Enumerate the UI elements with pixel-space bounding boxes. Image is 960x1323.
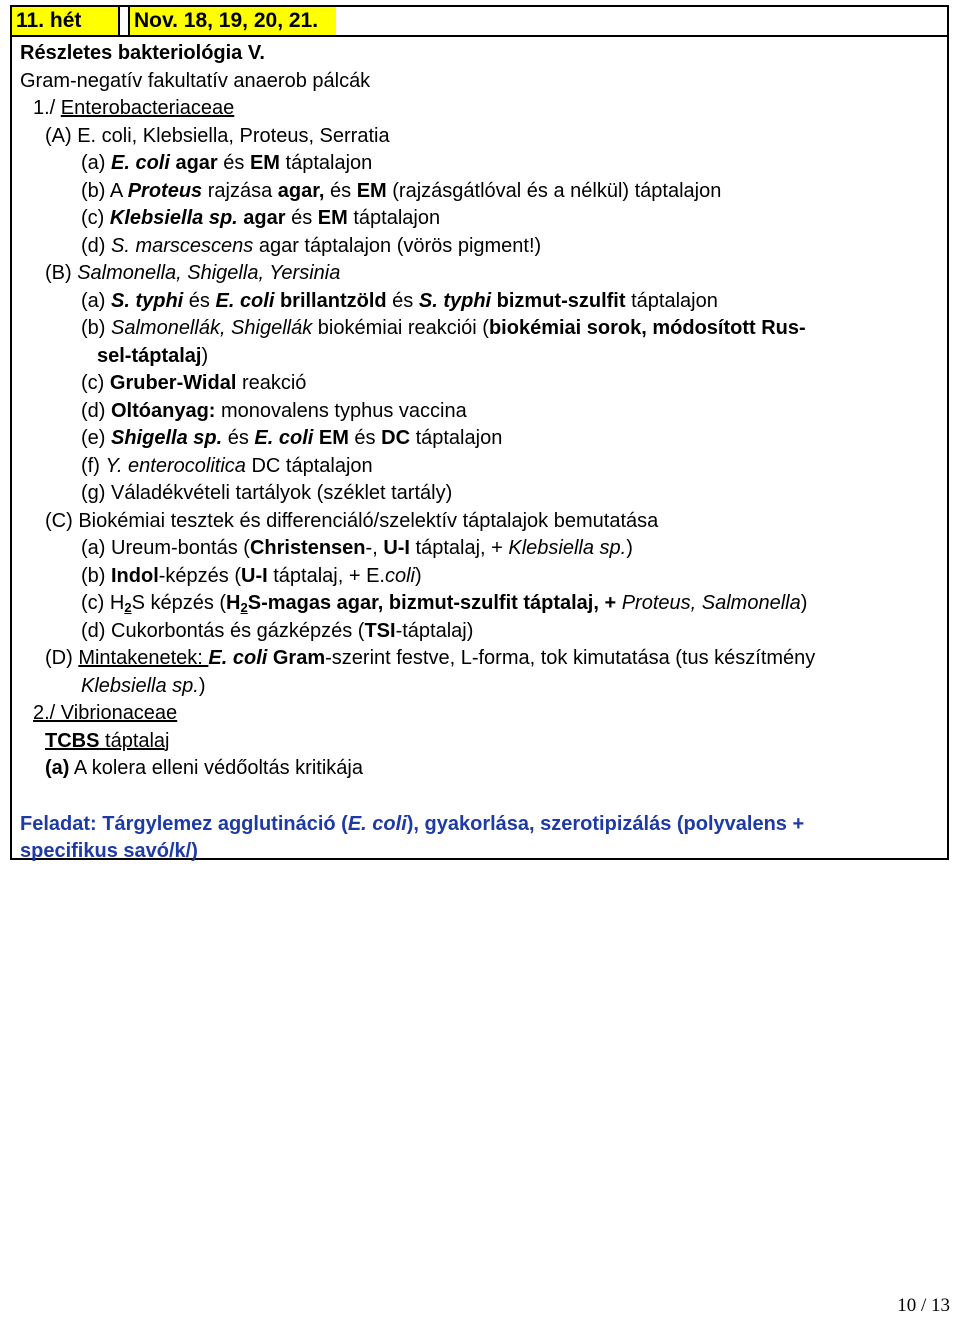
text-run: (rajzásgátlóval és a nélkül) táptalajon — [386, 179, 722, 202]
text-run: Proteus — [127, 179, 203, 202]
text-run: coli — [384, 564, 415, 587]
text-run: Gram-negatív fakultatív anaerob pálcák — [20, 69, 371, 92]
text-run: biokémiai sorok, módosított Rus- — [488, 317, 806, 339]
text-run: EM — [356, 179, 387, 202]
text-run: táptalaj — [99, 729, 170, 752]
text-run: (c) — [81, 207, 110, 229]
text-run: agar — [237, 207, 286, 229]
text-run: Részletes bakteriológia V. — [20, 42, 265, 64]
text-run: Mintakenetek: — [78, 647, 209, 669]
text-run: (c) — [81, 372, 110, 394]
text-run: Christensen — [249, 537, 366, 559]
text-run: agar táptalajon (vörös pigment!) — [253, 234, 542, 257]
text-run: TSI — [364, 619, 396, 642]
text-run: (a) Ureum-bontás ( — [81, 537, 250, 559]
text-run: Y. enterocolitica — [105, 454, 246, 477]
task-block — [20, 811, 940, 866]
lines-line — [20, 398, 940, 426]
text-run: ) — [800, 592, 808, 614]
text-run: (b) — [81, 317, 111, 339]
text-run: (a) — [81, 289, 111, 312]
text-run: és — [183, 289, 216, 312]
text-run: és — [285, 207, 318, 229]
text-run: ) — [198, 674, 206, 697]
text-run: (b) — [81, 564, 111, 587]
text-run: ), gyakorlása, szerotipizálás (polyvalens + — [406, 812, 805, 835]
lines-line — [20, 700, 940, 728]
text-run: (B) — [45, 262, 78, 284]
week-label: 11. hét — [12, 7, 120, 35]
text-run: Klebsiella sp. — [109, 207, 238, 229]
text-run: ) — [626, 537, 633, 559]
text-run: táptalajon — [279, 152, 373, 174]
text-run: Proteus, Salmonella — [621, 592, 801, 614]
lines-line — [20, 260, 940, 288]
lines-line — [20, 755, 940, 783]
text-run: és — [324, 179, 357, 202]
lines-line — [20, 40, 940, 68]
lines-line — [20, 288, 940, 316]
text-run: (a) — [81, 152, 111, 174]
text-run: táptalajon — [410, 427, 503, 449]
text-run: táptalaj, + — [409, 537, 509, 559]
text-run: -képzés ( — [158, 564, 242, 587]
text-run: DC táptalajon — [245, 454, 373, 477]
text-run: A kolera elleni védőoltás kritikája — [69, 757, 363, 779]
lines-line — [20, 343, 940, 371]
lines-line — [20, 618, 940, 646]
text-run: táptalajon — [625, 289, 718, 312]
text-run: ) — [201, 344, 209, 367]
text-run: agar, — [277, 179, 325, 202]
lines-line — [20, 425, 940, 453]
text-run: Feladat: Tárgylemez agglutináció ( — [20, 812, 348, 835]
date-label: Nov. 18, 19, 20, 21. — [128, 7, 336, 35]
text-run: 2 — [124, 600, 132, 615]
syllabus-content — [20, 40, 940, 866]
text-run: bizmut-szulfit — [491, 289, 626, 312]
text-run: S. typhi — [418, 289, 492, 312]
text-run: (c) H — [81, 592, 125, 614]
text-run: monovalens typhus vaccina — [215, 399, 467, 422]
text-run: és — [386, 289, 419, 312]
text-run: 2./ Vibrionaceae — [33, 702, 178, 724]
lines-line — [20, 178, 940, 206]
lines-line — [20, 673, 940, 701]
week-header — [10, 5, 949, 37]
page-number: 10 / 13 — [897, 1295, 950, 1316]
text-run: Klebsiella sp. — [81, 674, 199, 697]
text-run: (f) — [81, 454, 106, 477]
text-run: 1./ — [33, 97, 61, 119]
text-run: (g) Váladékvételi tartályok (széklet tartály) — [81, 482, 453, 504]
lines-line — [20, 315, 940, 343]
lines-line — [20, 95, 940, 123]
text-run: (C) Biokémiai tesztek és differenciáló/szelektív táptalajok bemutatása — [45, 509, 659, 532]
lines-line — [20, 205, 940, 233]
text-run: táptalaj, + E. — [267, 564, 385, 587]
text-run: E. coli — [111, 152, 170, 174]
text-run: EM — [317, 207, 348, 229]
text-run: U-I — [383, 537, 410, 559]
text-run: 2 — [240, 600, 248, 615]
text-run: S képzés ( — [131, 592, 227, 614]
text-run: (e) — [81, 427, 111, 449]
text-run: és — [222, 427, 255, 449]
text-run: biokémiai reakciói ( — [312, 317, 489, 339]
task-line — [20, 811, 940, 839]
text-run: (d) Cukorbontás és gázképzés ( — [81, 619, 365, 642]
task-line — [20, 838, 940, 866]
text-run: S. marscescens — [111, 234, 254, 257]
text-run: és — [217, 152, 250, 174]
text-run: Klebsiella sp. — [508, 537, 627, 559]
text-run: EM — [249, 152, 280, 174]
text-run: (A) E. coli, Klebsiella, Proteus, Serratia — [45, 124, 390, 147]
text-run: -szerint festve, L-forma, tok kimutatása (tus készítmény — [325, 647, 816, 669]
lines-line — [20, 563, 940, 591]
text-run: (d) — [81, 234, 111, 257]
lines-line — [20, 480, 940, 508]
syllabus-lines — [20, 40, 940, 783]
text-run: (D) — [45, 647, 79, 669]
lines-line — [20, 453, 940, 481]
lines-line — [20, 728, 940, 756]
spacer — [20, 783, 940, 811]
text-run: Shigella sp. — [111, 427, 223, 449]
text-run: és — [348, 427, 382, 449]
text-run: Indol — [111, 564, 159, 587]
text-run: E. coli — [215, 289, 275, 312]
text-run: táptalajon — [347, 207, 441, 229]
text-run: H — [226, 592, 241, 614]
text-run: -táptalaj) — [395, 619, 474, 642]
text-run: S. typhi — [111, 289, 184, 312]
text-run: Salmonella, Shigella, Yersinia — [77, 262, 341, 284]
text-run: EM — [313, 427, 349, 449]
text-run: ) — [415, 564, 422, 587]
text-run: DC — [381, 427, 411, 449]
text-run: brillantzöld — [274, 289, 387, 312]
text-run: (a) — [45, 757, 70, 779]
text-run: sel-táptalaj — [97, 344, 202, 367]
lines-line — [20, 68, 940, 96]
text-run: (d) — [81, 399, 111, 422]
text-run: S-magas agar, bizmut-szulfit táptalaj, + — [247, 592, 617, 614]
text-run: Gram — [267, 647, 326, 669]
lines-line — [20, 370, 940, 398]
lines-line — [20, 123, 940, 151]
lines-line — [20, 508, 940, 536]
text-run: specifikus savó/k/) — [20, 840, 198, 862]
lines-line — [20, 535, 940, 563]
lines-line — [20, 645, 940, 673]
text-run: U-I — [241, 564, 268, 587]
lines-line — [20, 590, 940, 618]
text-run: rajzása — [202, 179, 278, 202]
text-run: E. coli — [347, 812, 407, 835]
text-run: E. coli — [254, 427, 314, 449]
text-run: -, — [365, 537, 384, 559]
text-run: agar — [169, 152, 218, 174]
text-run: Oltóanyag: — [111, 399, 216, 422]
text-run: (b) A — [81, 179, 128, 202]
text-run: TCBS — [45, 729, 100, 752]
text-run: Salmonellák, Shigellák — [111, 317, 313, 339]
text-run: E. coli — [208, 647, 268, 669]
lines-line — [20, 150, 940, 178]
text-run: reakció — [236, 372, 307, 394]
lines-line — [20, 233, 940, 261]
text-run: Gruber-Widal — [109, 372, 237, 394]
text-run: Enterobacteriaceae — [60, 97, 235, 119]
